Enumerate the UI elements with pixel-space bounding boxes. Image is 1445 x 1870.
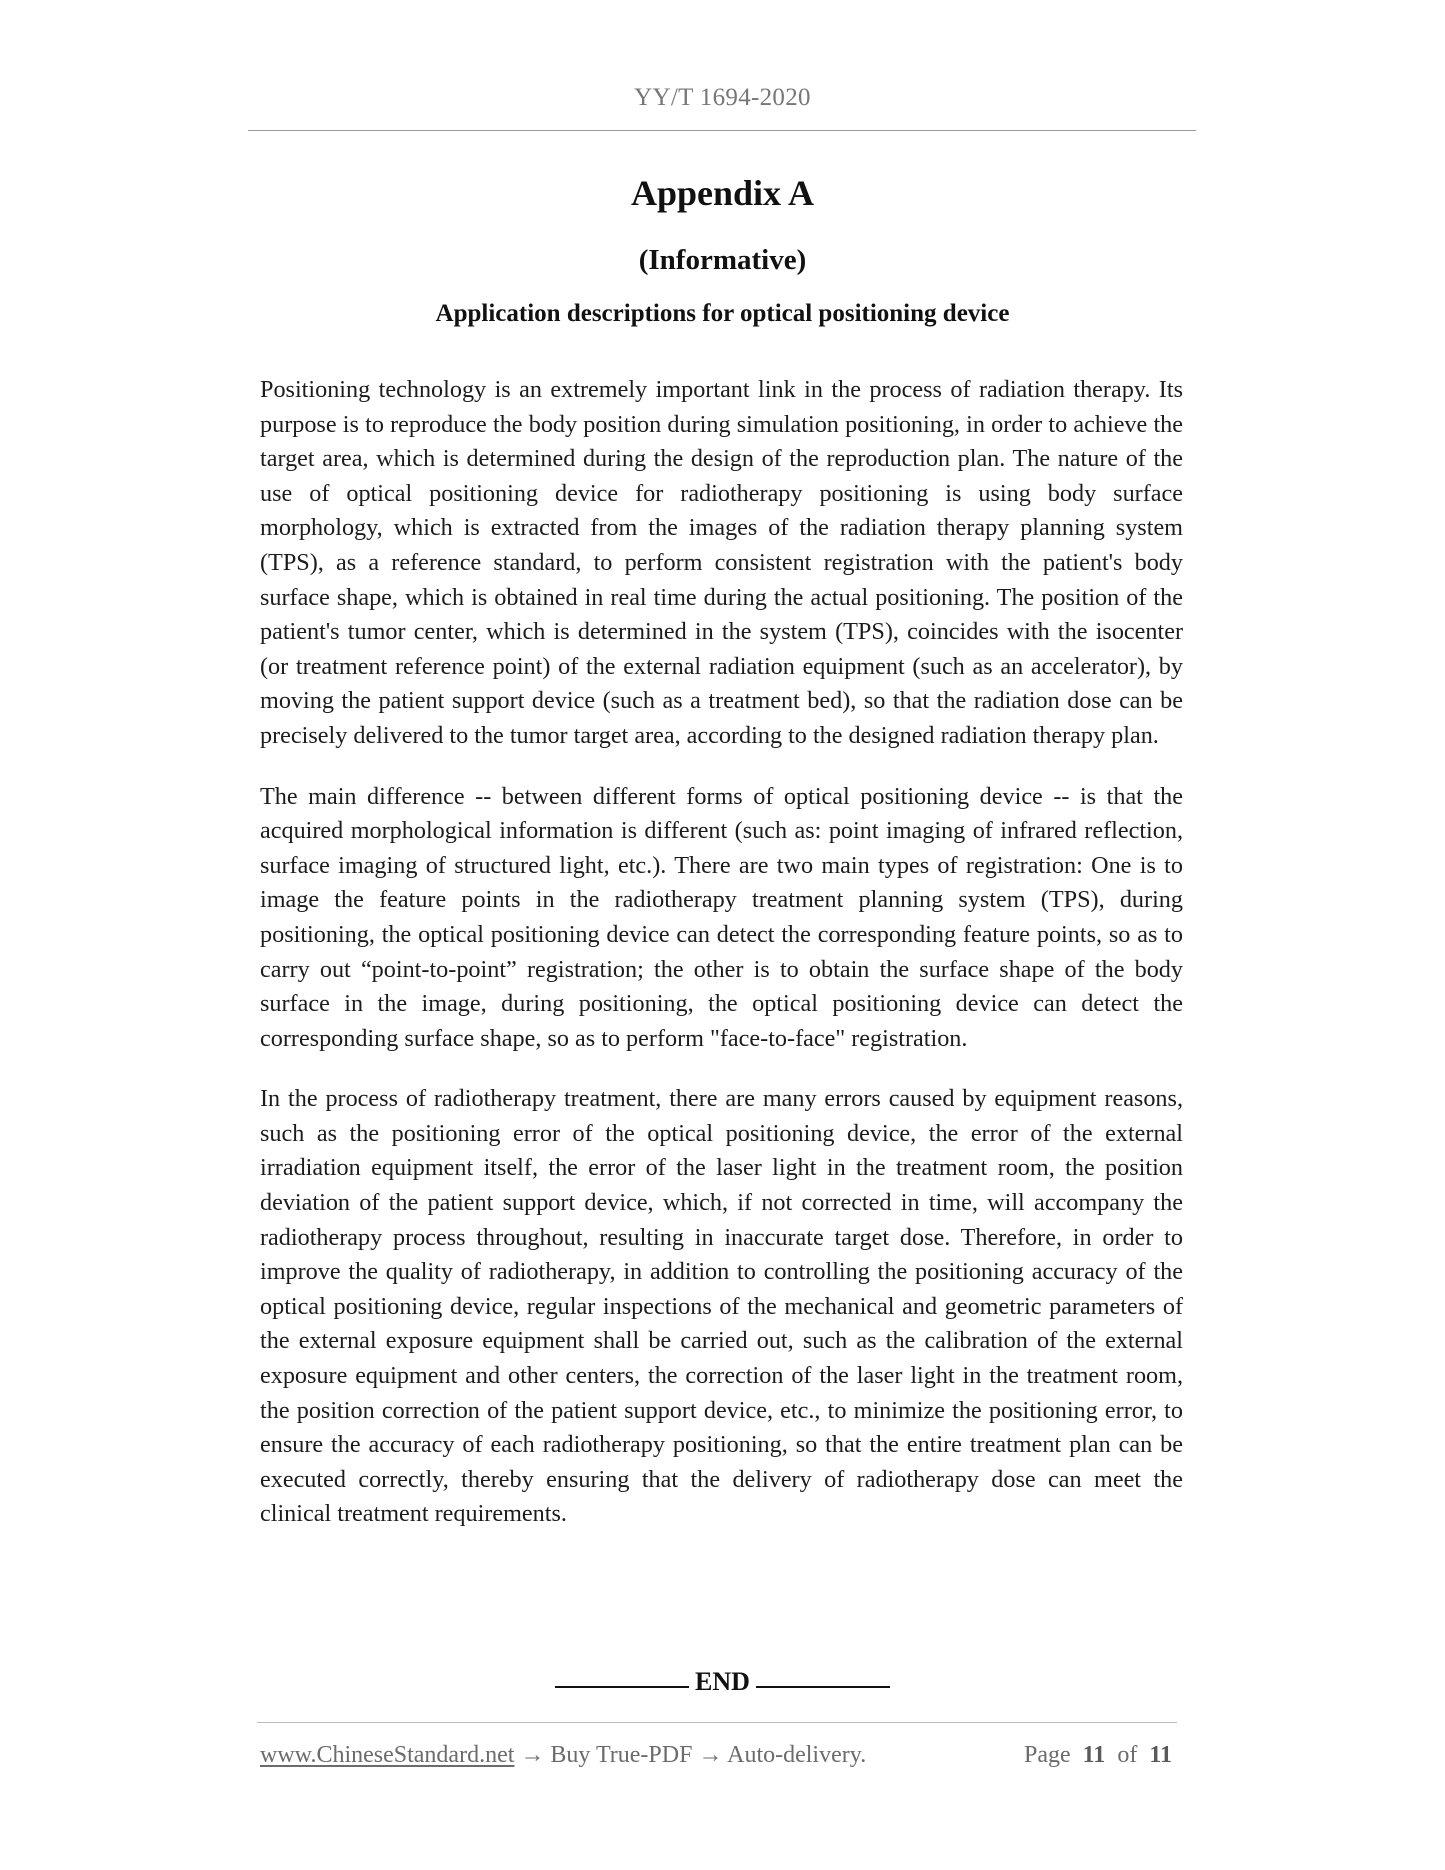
footer-promo — [260, 1742, 866, 1769]
page-label: Page — [1023, 1742, 1071, 1768]
appendix-heading: Application descriptions for optical positioning device — [435, 300, 1010, 327]
standard-code-header: YY/T 1694-2020 — [634, 84, 811, 111]
footer-promo-text: → Buy True-PDF → Auto-delivery. — [514, 1742, 867, 1768]
website-link[interactable]: www.ChineseStandard.net — [260, 1742, 515, 1768]
end-rule-left — [555, 1660, 689, 1688]
end-rule-right — [756, 1660, 890, 1688]
paragraph-3: In the process of radiotherapy treatment, there are many errors caused by equipment reasons, such as the positioning error of the optical positioning device, the error of the external irradiation equipment itself, the error of the laser light in the treatment room, the position deviation of the patient support device, which, if not corrected in time, will accompany the radiotherapy process throughout, resulting in inaccurate target dose. Therefore, in order to improve the quality of radiotherapy, in addition to controlling the positioning accuracy of the optical positioning device, regular inspections of the mechanical and geometric parameters of the external exposure equipment shall be carried out, such as the calibration of the external exposure equipment and other centers, the correction of the laser light in the treatment room, the position correction of the patient support device, etc., to minimize the positioning error, to ensure the accuracy of each radiotherapy positioning, so that the entire treatment plan can be executed correctly, thereby ensuring that the delivery of radiotherapy dose can meet the clinical treatment requirements. — [260, 1085, 1183, 1528]
page-of-label: of — [1117, 1742, 1138, 1768]
body-text — [260, 373, 1183, 1532]
appendix-subtitle: (Informative) — [638, 244, 807, 276]
paragraph-1: Positioning technology is an extremely important link in the process of radiation therapy. Its purpose is to reproduce the body position during simulation positioning, in order to achieve the target area, which is determined during the design of the reproduction plan. The nature of the use of optical positioning device for radiotherapy positioning is using body surface morphology, which is extracted from the images of the radiation therapy planning system (TPS), as a reference standard, to perform consistent registration with the patient's body surface shape, which is obtained in real time during the actual positioning. The position of the patient's tumor center, which is determined in the system (TPS), coincides with the isocenter (or treatment reference point) of the external radiation equipment (such as an accelerator), by moving the patient support device (such as a treatment bed), so that the radiation dose can be precisely delivered to the tumor target area, according to the designed radiation therapy plan. — [260, 376, 1183, 749]
appendix-title: Appendix A — [630, 173, 815, 213]
header-divider — [248, 130, 1196, 131]
end-label: END — [695, 1667, 750, 1696]
page-total: 11 — [1149, 1742, 1172, 1768]
page-number — [1024, 1742, 1172, 1769]
paragraph-2: The main difference -- between different forms of optical positioning device -- is that the acquired morphological information is different (such as: point imaging of infrared reflection, surface imaging of structured light, etc.). There are two main types of registration: One is to image the feature points in the radiotherapy treatment planning system (TPS), during positioning, the optical positioning device can detect the corresponding feature points, so as to carry out “point-to-point” registration; the other is to obtain the surface shape of the body surface in the image, during positioning, the optical positioning device can detect the corresponding surface shape, so as to perform "face-to-face" registration. — [260, 782, 1183, 1052]
page-current: 11 — [1082, 1742, 1106, 1768]
end-marker — [0, 1662, 1445, 1697]
footer-divider — [257, 1722, 1177, 1723]
